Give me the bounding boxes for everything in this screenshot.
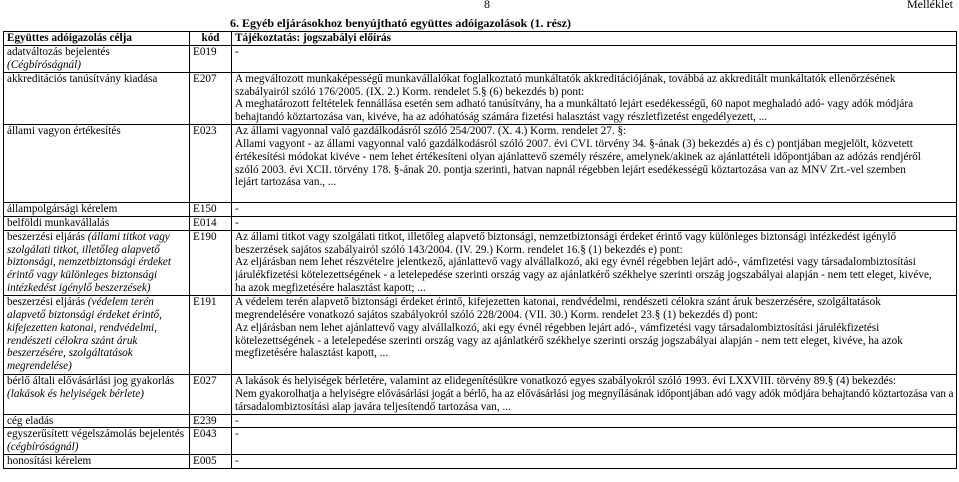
row-code: E014: [190, 216, 232, 230]
row-purpose: [4, 72, 190, 124]
legal-text-line: szabályairól szóló 176/2005. (IX. 2.) Korm. rendelet 5.§ (6) bekezdés b) pont:: [235, 85, 585, 98]
table-row: [4, 414, 957, 428]
row-purpose: [4, 203, 190, 217]
legal-text-line: Az állami vagyonnal való gazdálkodásról szóló 254/2007. (X. 4.) Korm. rendelet 27. §:: [235, 125, 627, 138]
row-code: E239: [190, 414, 232, 428]
legal-text-line: -: [235, 414, 239, 427]
legal-text-line: ha azok megfizetésére halasztást kapott; ...: [235, 282, 426, 295]
header-legal-info: Tájékoztatás: jogszabályi előírás: [232, 32, 957, 46]
row-legal-text: [232, 414, 957, 428]
legal-text-line: járulékfizetési kötelezettségének - a letelepedése szerinti ország vagy az ajánlatkérő székhelye szerinti ország jogszabályai alapján - nem tett eleget, kivéve,: [235, 269, 932, 282]
row-legal-text: [232, 46, 957, 73]
legal-text-line: -: [235, 216, 239, 229]
legal-text-line: értékesítési módokat kivéve - nem lehet értékesíteni olyan ajánlattevő személy részére, amelynek/akinek az ajánlattételi időpontjában az adózás rendjéről: [235, 150, 921, 163]
row-legal-text: [232, 230, 957, 295]
table-row: [4, 203, 957, 217]
table-row: [4, 46, 957, 73]
row-purpose: [4, 374, 190, 414]
page-number: 8: [484, 0, 490, 11]
legal-text-line: Az állami titkot vagy szolgálati titkot, illetőleg alapvető biztonsági, nemzetbiztonsági érdeket érintő vagy különleges biztonsági intézkedést igénylő: [235, 230, 897, 243]
row-legal-text: [232, 455, 957, 469]
legal-text-line: kötelezettségének - a letelepedése szerinti ország vagy az ajánlatkérő székhelye szerinti ország jogszabályai alapján - nem tett eleget, kivéve, ha azok: [235, 334, 903, 347]
row-legal-text: [232, 203, 957, 217]
table-row: [4, 428, 957, 455]
legal-text-line: lejárt tartozása van., ...: [235, 176, 337, 189]
row-code: E207: [190, 72, 232, 124]
table-header-row: [4, 32, 957, 46]
legal-text-line: Nem gyakorolhatja a helyiségre elővásárlási jogát a bérlő, ha az elővásárlási jog megnyílásának időpontjában adó vagy adók módjára behajtandó köztartozása van a: [235, 387, 953, 400]
table-row: [4, 230, 957, 295]
legal-text-line: Állami vagyont - az állami vagyonnal való gazdálkodásról szóló 2007. évi CVI. törvény 34. §-ának (3) bekezdés a) és c) pontjában megjelölt, közvetett: [235, 137, 913, 150]
row-purpose: [4, 216, 190, 230]
purpose-text: akkreditációs tanúsítvány kiadása: [7, 72, 158, 85]
header-purpose: Együttes adóigazolás célja: [4, 32, 190, 46]
legal-text-line: Az eljárásban nem lehet részvételre jelentkező, ajánlattevő vagy alvállalkozó, aki egy évnél régebben lejárt adó-, vámfizetési vagy társadalombiztosítási: [235, 256, 916, 269]
table-row: [4, 72, 957, 124]
purpose-text: állampolgársági kérelem: [7, 203, 118, 216]
row-purpose: [4, 428, 190, 455]
purpose-note: (Cégbíróságnál): [7, 58, 81, 71]
table-row: [4, 216, 957, 230]
table-row: [4, 374, 957, 414]
legal-text-line: beszerzések sajátos szabályairól szóló 143/2004. (IV. 29.) Korm. rendelet 16.§ (1) bekezdés e) pont:: [235, 243, 683, 256]
purpose-text: adatváltozás bejelentés: [7, 46, 110, 58]
row-purpose: [4, 295, 190, 374]
purpose-text: egyszerűsített végelszámolás bejelentés: [7, 428, 185, 441]
purpose-text: cég eladás: [7, 414, 54, 427]
row-code: E005: [190, 455, 232, 469]
legal-text-line: A lakások és helyiségek bérletére, valamint az elidegenítésükre vonatkozó egyes szabályokról szóló 1993. évi LXXVIII. törvény 89.§ (4) bekezdés:: [235, 374, 897, 387]
legal-text-line: társadalombiztosítási alap javára teljesítendő tartozása van, ...: [235, 400, 511, 413]
row-purpose: [4, 230, 190, 295]
purpose-note: (állami titkot vagy szolgálati titkot, illetőleg alapvető biztonsági, nemzetbiztonsági érdeket érintő vagy különleges biztonsági intézkedést igénylő beszerzések): [7, 230, 171, 295]
purpose-note: (cégbíróságnál): [7, 441, 79, 454]
legal-text-line: -: [235, 428, 239, 441]
row-legal-text: [232, 125, 957, 203]
purpose-note: (lakások és helyiségek bérlete): [7, 387, 144, 400]
legal-text-line: behajtandó köztartozása van, kivéve, ha az adóhatóság számára fizetési halasztást vagy részletfizetést engedélyezett, ...: [235, 111, 768, 124]
legal-text-line: A meghatározott feltételek fennállása esetén sem adható tanúsítvány, ha a munkáltató lejárt esedékességű, 60 napot meghaladó adó- vagy adók módjára: [235, 98, 914, 111]
row-legal-text: [232, 295, 957, 374]
row-code: E191: [190, 295, 232, 374]
row-legal-text: [232, 72, 957, 124]
header-code: kód: [190, 32, 232, 46]
purpose-note: (védelem terén alapvető biztonsági érdeket érintő, kifejezetten katonai, rendvédelmi, rendészeti célokra szánt áruk beszerzésére, szolgáltatások megrendelése): [7, 295, 162, 373]
row-purpose: [4, 414, 190, 428]
purpose-text: beszerzési eljárás: [7, 230, 85, 243]
row-code: E027: [190, 374, 232, 414]
row-code: E043: [190, 428, 232, 455]
row-purpose: [4, 455, 190, 469]
legal-text-line: -: [235, 203, 239, 216]
row-legal-text: [232, 374, 957, 414]
row-code: E019: [190, 46, 232, 73]
legal-text-line: -: [235, 455, 239, 468]
table-row: [4, 125, 957, 203]
row-purpose: [4, 125, 190, 203]
row-code: E190: [190, 230, 232, 295]
table-row: [4, 295, 957, 374]
tax-certificate-table: [3, 31, 957, 469]
purpose-text: beszerzési eljárás: [7, 295, 85, 308]
row-legal-text: [232, 428, 957, 455]
purpose-text: bérlő általi elővásárlási jog gyakorlás: [7, 374, 175, 387]
table-row: [4, 455, 957, 469]
row-purpose: [4, 46, 190, 73]
legal-text-line: Az eljárásban nem lehet ajánlattevő vagy alvállalkozó, aki egy évnél régebben lejárt adó-, vámfizetési vagy társadalombiztosítási járulékfizetési: [235, 321, 880, 334]
row-code: E150: [190, 203, 232, 217]
section-heading: 6. Egyéb eljárásokhoz benyújtható együttes adóigazolások (1. rész): [230, 16, 571, 30]
purpose-text: belföldi munkavállalás: [7, 216, 110, 229]
legal-text-line: megfizetésére halasztást kapott, ...: [235, 347, 389, 360]
legal-text-line: megrendelésére vonatkozó sajátos szabályokról szóló 228/2004. (VII. 30.) Korm. rendelet 23.§ (1) bekezdés d) pont:: [235, 308, 758, 321]
purpose-text: állami vagyon értékesítés: [7, 125, 121, 138]
row-code: E023: [190, 125, 232, 203]
legal-text-line: A megváltozott munkaképességű munkavállalókat foglalkoztató munkáltatók akkreditációjának, továbbá az akkreditált munkáltatók ellenőrzésének: [235, 72, 896, 85]
legal-text-line: A védelem terén alapvető biztonsági érdeket érintő, kifejezetten katonai, rendvédelmi, rendészeti célokra szánt áruk beszerzésére, szolgáltatások: [235, 295, 881, 308]
purpose-text: honosítási kérelem: [7, 455, 92, 468]
annex-label: Melléklet: [907, 0, 953, 11]
legal-text-line: -: [235, 46, 239, 58]
legal-text-line: szóló 2003. évi XCII. törvény 178. §-ának 20. pontja szerinti, hatvan napnál régebben lejárt esedékességű köztartozása van az MNV Zrt.-vel szemben: [235, 163, 906, 176]
row-legal-text: [232, 216, 957, 230]
